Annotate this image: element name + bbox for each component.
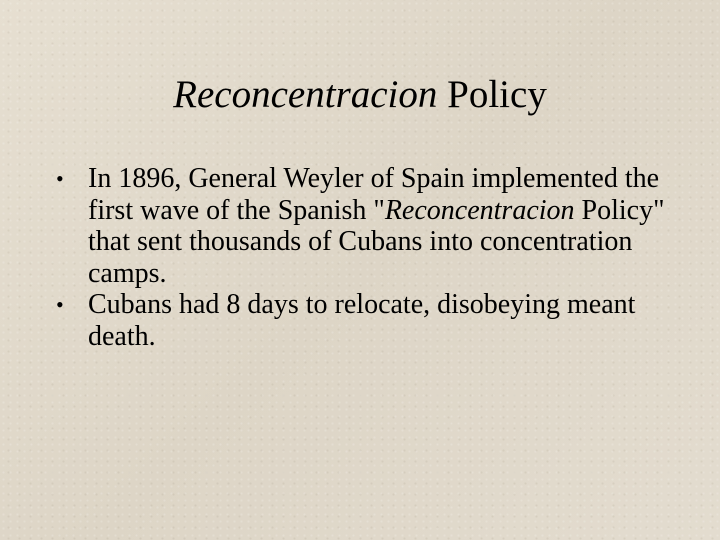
bullet-text-segment: Cubans had 8 days to relocate, disobeying meant death.	[88, 289, 636, 352]
bullet-icon	[56, 289, 88, 321]
bullet-text-segment: Policy" that sent thousands of Cubans into concentration camps.	[88, 194, 665, 289]
slide-title	[0, 72, 720, 118]
bullet-icon	[56, 163, 88, 195]
bullet-item	[56, 289, 686, 352]
slide-title-italic: Reconcentracion	[173, 73, 438, 116]
slide-title-rest: Policy	[447, 73, 547, 116]
bullet-text-segment: In 1896, General Weyler of Spain implemented the first wave of the Spanish "	[88, 163, 660, 226]
bullet-list	[56, 163, 686, 352]
bullet-item	[56, 163, 686, 289]
bullet-text-italic-segment: Reconcentracion	[384, 194, 575, 226]
